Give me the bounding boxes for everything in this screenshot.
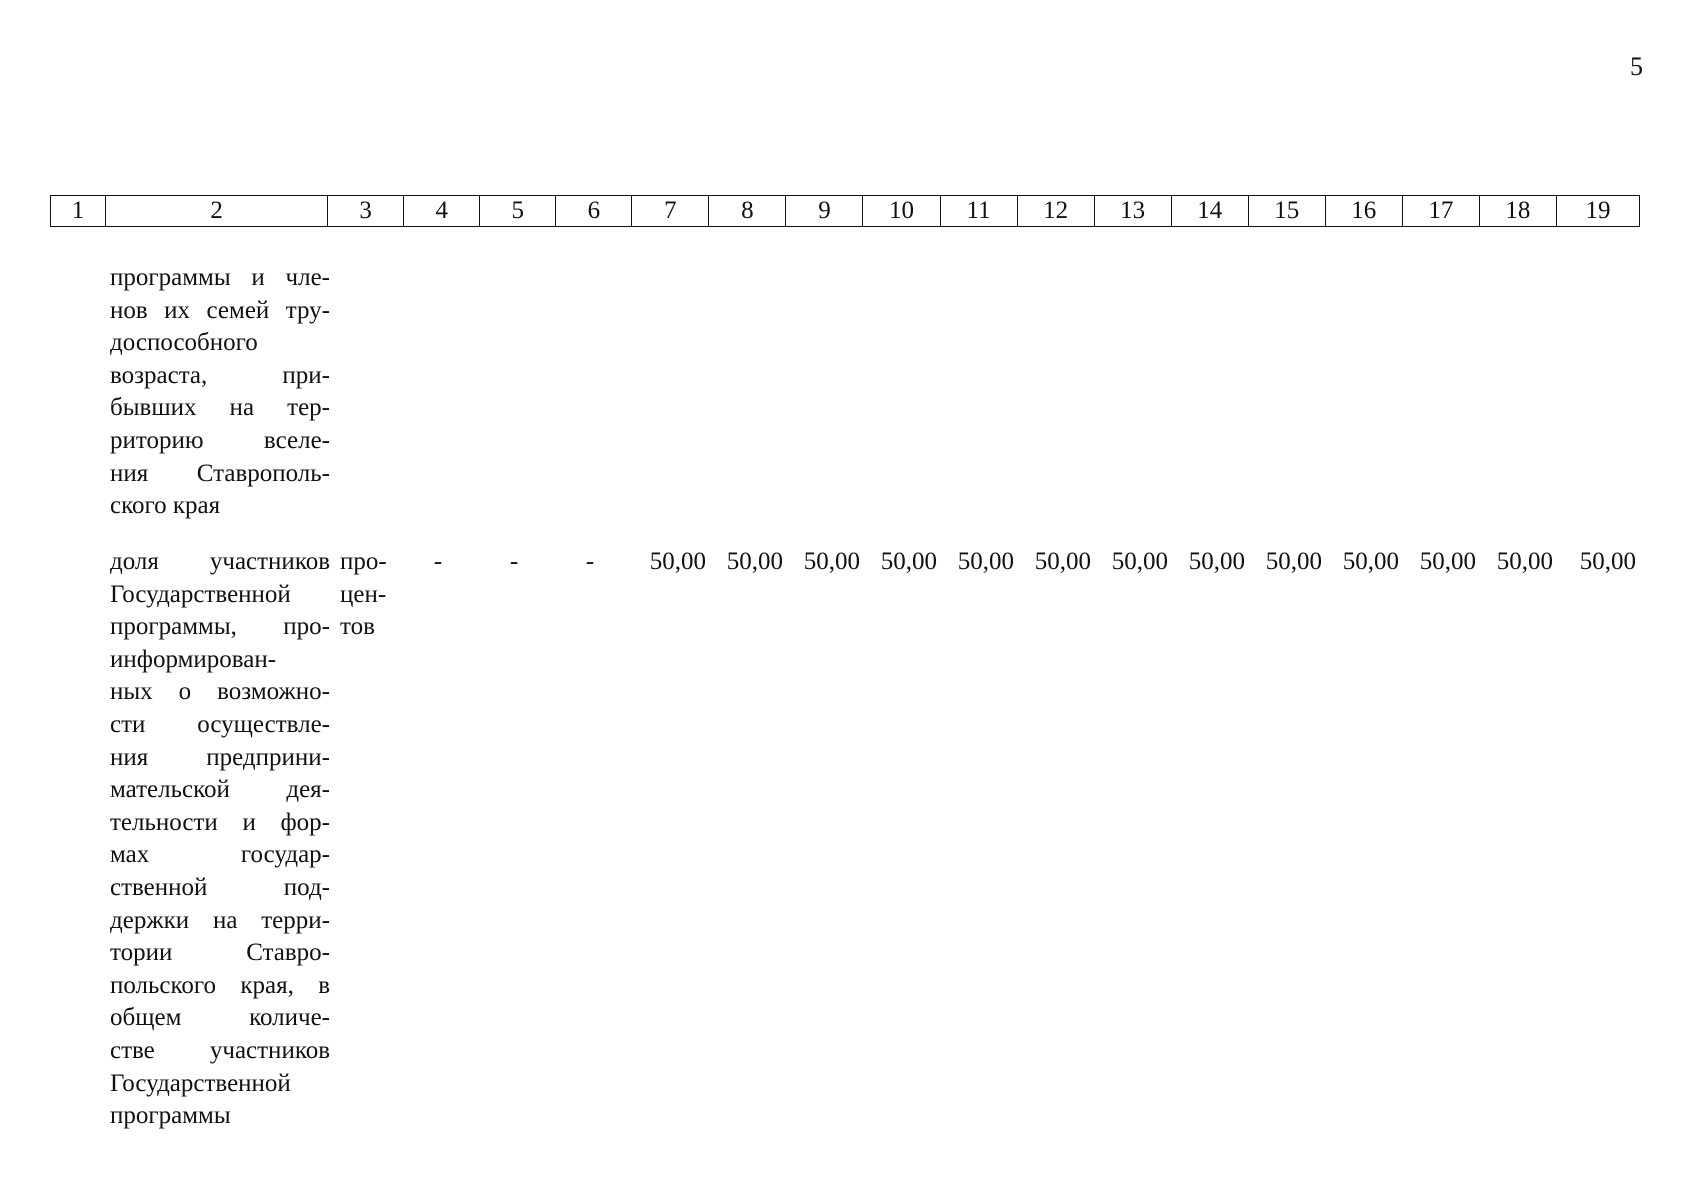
text-line: доспособного — [110, 329, 258, 357]
column-number-9: 9 — [786, 196, 863, 227]
indicator-value: 50,00 — [1111, 548, 1168, 575]
indicator-description — [110, 546, 330, 1133]
text-line: сти осуществле- — [110, 710, 330, 738]
text-line: цен- — [340, 580, 387, 608]
text-line: Государственной — [110, 580, 291, 608]
column-number-10: 10 — [863, 196, 940, 227]
text-line: тов — [340, 613, 375, 641]
text-line: ных о возможно- — [110, 678, 330, 706]
text-line: мательской дея- — [110, 776, 330, 804]
indicator-value: 50,00 — [1579, 548, 1636, 575]
text-line: ния предприни- — [110, 743, 330, 771]
column-number-17: 17 — [1402, 196, 1479, 227]
text-line: нов их семей тру- — [110, 296, 330, 324]
column-number-6: 6 — [556, 196, 632, 227]
text-line: польского края, в — [110, 971, 330, 999]
indicator-description — [110, 262, 330, 523]
column-number-7: 7 — [632, 196, 709, 227]
empty-value-dash: - — [585, 548, 595, 575]
column-number-header — [50, 195, 1640, 227]
indicator-value: 50,00 — [649, 548, 706, 575]
text-line: ственной под- — [110, 873, 330, 901]
text-line: ния Ставрополь- — [110, 459, 330, 487]
text-line: программы — [110, 1102, 231, 1130]
text-line: программы и чле- — [110, 264, 330, 291]
unit-of-measure — [340, 546, 400, 644]
column-number-5: 5 — [480, 196, 556, 227]
text-line: про- — [340, 548, 387, 575]
empty-value-dash: - — [509, 548, 519, 575]
header-row — [51, 196, 1640, 227]
column-number-16: 16 — [1325, 196, 1402, 227]
text-line: тории Ставро- — [110, 939, 330, 967]
indicator-value: 50,00 — [880, 548, 937, 575]
column-number-18: 18 — [1479, 196, 1556, 227]
empty-value-dash: - — [433, 548, 443, 575]
indicator-value: 50,00 — [1496, 548, 1553, 575]
indicator-value: 50,00 — [1188, 548, 1245, 575]
column-number-15: 15 — [1248, 196, 1325, 227]
indicator-value: 50,00 — [1034, 548, 1091, 575]
text-line: тельности и фор- — [110, 808, 330, 836]
indicator-value: 50,00 — [726, 548, 783, 575]
column-number-19: 19 — [1556, 196, 1639, 227]
column-number-8: 8 — [709, 196, 786, 227]
indicator-value: 50,00 — [1342, 548, 1399, 575]
text-line: бывших на тер- — [110, 394, 330, 422]
page-number: 5 — [1630, 52, 1643, 81]
text-line: программы, про- — [110, 613, 330, 641]
column-number-12: 12 — [1017, 196, 1094, 227]
text-line: мах государ- — [110, 841, 330, 869]
text-line: ского края — [110, 492, 221, 520]
column-number-13: 13 — [1094, 196, 1171, 227]
column-number-2: 2 — [106, 196, 328, 227]
text-line: возраста, при- — [110, 361, 330, 389]
text-line: держки на терри- — [110, 906, 330, 934]
text-line: Государственной — [110, 1069, 291, 1097]
indicator-value: 50,00 — [1265, 548, 1322, 575]
column-number-14: 14 — [1171, 196, 1248, 227]
text-line: риторию вселе- — [110, 426, 330, 454]
column-number-1: 1 — [51, 196, 106, 227]
text-line: доля участников — [110, 548, 330, 575]
text-line: информирован- — [110, 645, 277, 673]
text-line: общем количе- — [110, 1004, 330, 1032]
column-number-3: 3 — [328, 196, 404, 227]
column-number-11: 11 — [940, 196, 1017, 227]
indicator-value: 50,00 — [1419, 548, 1476, 575]
indicator-value: 50,00 — [957, 548, 1014, 575]
indicator-value: 50,00 — [803, 548, 860, 575]
text-line: стве участников — [110, 1036, 330, 1064]
column-number-4: 4 — [404, 196, 480, 227]
